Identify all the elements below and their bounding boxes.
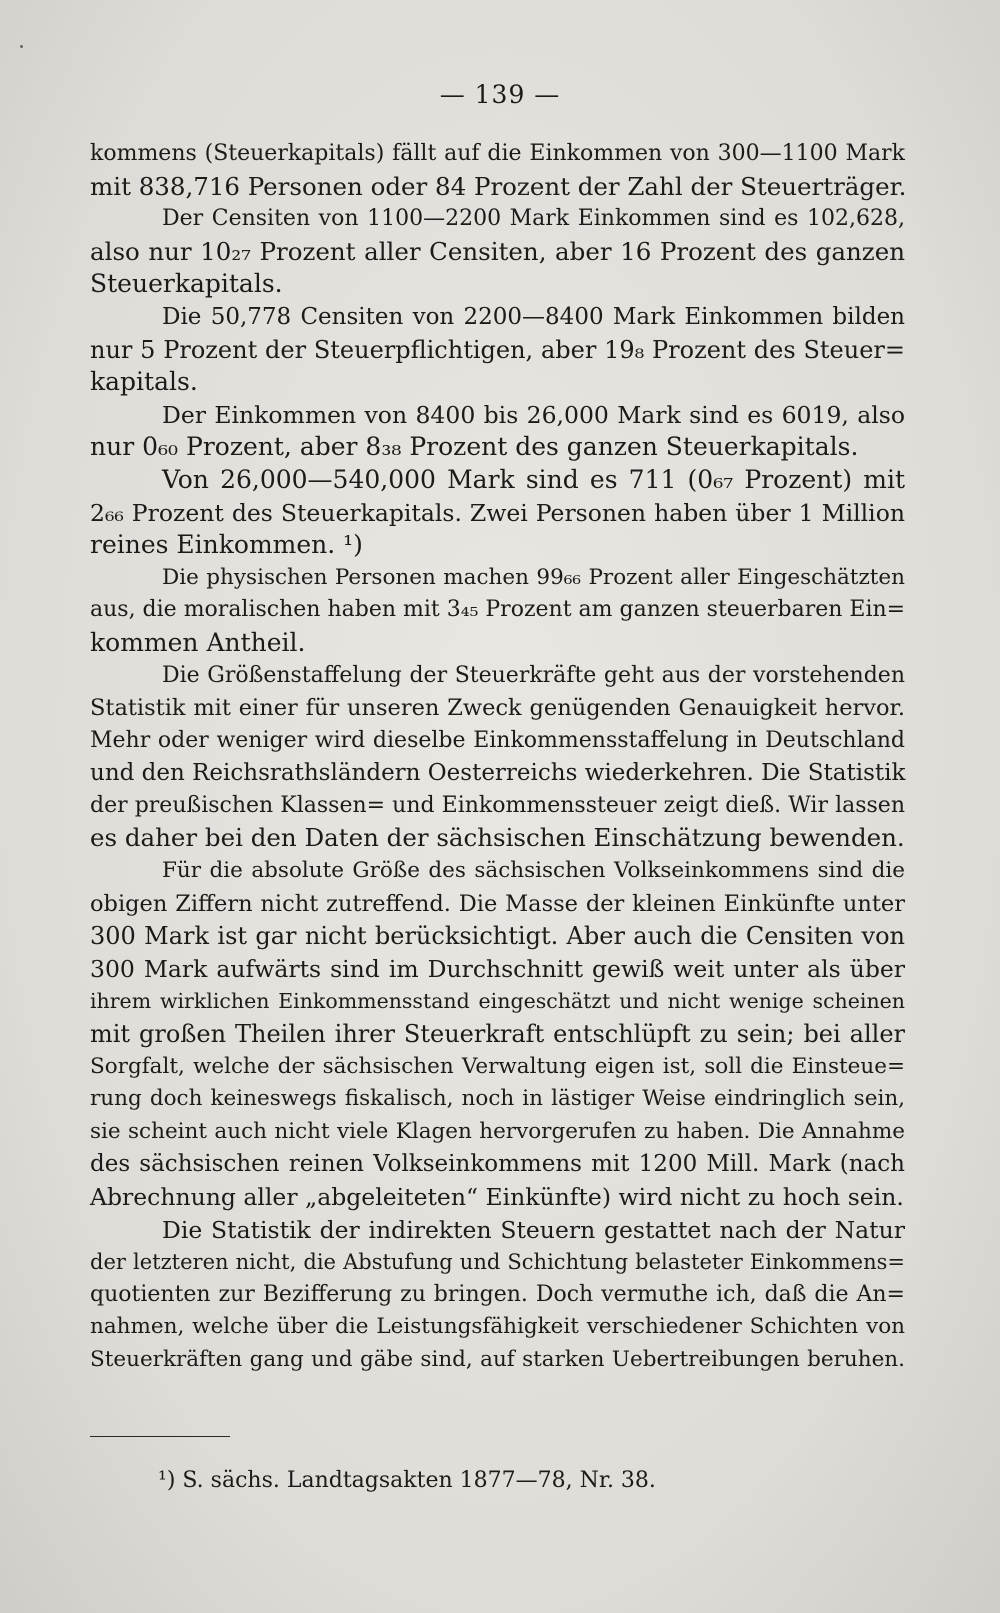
text-line: Steuerkräften gang und gäbe sind, auf starken Uebertreibungen beruhen. [90,1346,905,1372]
footnote-rule [90,1436,230,1437]
text-line: Die physischen Personen machen 99₆₆ Prozent aller Eingeschätzten [162,564,905,590]
text-line: 300 Mark ist gar nicht berücksichtigt. Aber auch die Censiten von [90,922,905,951]
text-line: Die Statistik der indirekten Steuern gestattet nach der Natur [162,1215,905,1244]
text-line: Statistik mit einer für unseren Zweck genügenden Genauigkeit hervor. [90,695,905,722]
text-line: mit 838,716 Personen oder 84 Prozent der Zahl der Steuerträger. [90,171,907,201]
text-line: Steuerkapitals. [90,269,283,299]
text-line: Sorgfalt, welche der sächsischen Verwaltung eigen ist, soll die Einsteue= [90,1053,905,1079]
text-line: Mehr oder weniger wird dieselbe Einkommensstaffelung in Deutschland [90,727,905,753]
text-line: nahmen, welche über die Leistungsfähigkeit verschiedener Schichten von [90,1314,905,1340]
text-line: Von 26,000—540,000 Mark sind es 711 (0₆₇ Prozent) mit [162,464,905,494]
text-line: sie scheint auch nicht viele Klagen hervorgerufen zu haben. Die Annahme [90,1118,905,1144]
text-line: kommens (Steuerkapitals) fällt auf die Einkommen von 300—1100 Mark [90,141,905,166]
body-text [90,138,905,1377]
page-number: — 139 — [439,80,561,109]
text-line: aus, die moralischen haben mit 3₄₅ Prozent am ganzen steuerbaren Ein= [90,597,906,623]
text-line: reines Einkommen. ¹) [90,530,363,560]
text-line: nur 5 Prozent der Steuerpflichtigen, aber 19₈ Prozent des Steuer= [90,335,905,364]
paper-speck [20,45,23,48]
footnote: ¹) S. sächs. Landtagsakten 1877—78, Nr. 38. [158,1468,656,1493]
text-line: der letzteren nicht, die Abstufung und Schichtung belasteter Einkommens= [90,1250,905,1275]
text-line: der preußischen Klassen= und Einkommenssteuer zeigt dieß. Wir lassen [90,792,905,818]
text-line: ihrem wirklichen Einkommensstand eingeschätzt und nicht wenige scheinen [90,989,905,1014]
text-line: 2₆₆ Prozent des Steuerkapitals. Zwei Personen haben über 1 Million [90,498,905,527]
text-line: Die 50,778 Censiten von 2200—8400 Mark Einkommen bilden [162,303,905,330]
text-line: es daher bei den Daten der sächsischen Einschätzung bewenden. [90,823,905,853]
text-line: des sächsischen reinen Volkseinkommens mit 1200 Mill. Mark (nach [90,1151,905,1178]
text-line: quotienten zur Bezifferung zu bringen. Doch vermuthe ich, daß die An= [90,1281,905,1307]
text-line: Die Größenstaffelung der Steuerkräfte geht aus der vorstehenden [162,662,905,688]
text-line: und den Reichsrathsländern Oesterreichs wiederkehren. Die Statistik [90,760,906,787]
text-line: mit großen Theilen ihrer Steuerkraft entschlüpft zu sein; bei aller [90,1020,905,1049]
text-line: nur 0₆₀ Prozent, aber 8₃₈ Prozent des ganzen Steuerkapitals. [90,432,859,462]
text-line: kommen Antheil. [90,627,306,657]
text-line: Der Censiten von 1100—2200 Mark Einkommen sind es 102,628, [162,206,905,232]
text-line: rung doch keineswegs fiskalisch, noch in lästiger Weise eindringlich sein, [90,1086,905,1112]
text-line: Der Einkommen von 8400 bis 26,000 Mark sind es 6019, also [162,400,905,429]
text-line: 300 Mark aufwärts sind im Durchschnitt gewiß weit unter als über [90,954,905,983]
text-line: Für die absolute Größe des sächsischen Volkseinkommens sind die [162,858,905,884]
text-line: also nur 10₂₇ Prozent aller Censiten, aber 16 Prozent des ganzen [90,236,905,266]
text-line: obigen Ziffern nicht zutreffend. Die Masse der kleinen Einkünfte unter [90,890,905,917]
text-line: Abrechnung aller „abgeleiteten“ Einkünfte) wird nicht zu hoch sein. [90,1183,904,1211]
text-line: kapitals. [90,367,198,397]
